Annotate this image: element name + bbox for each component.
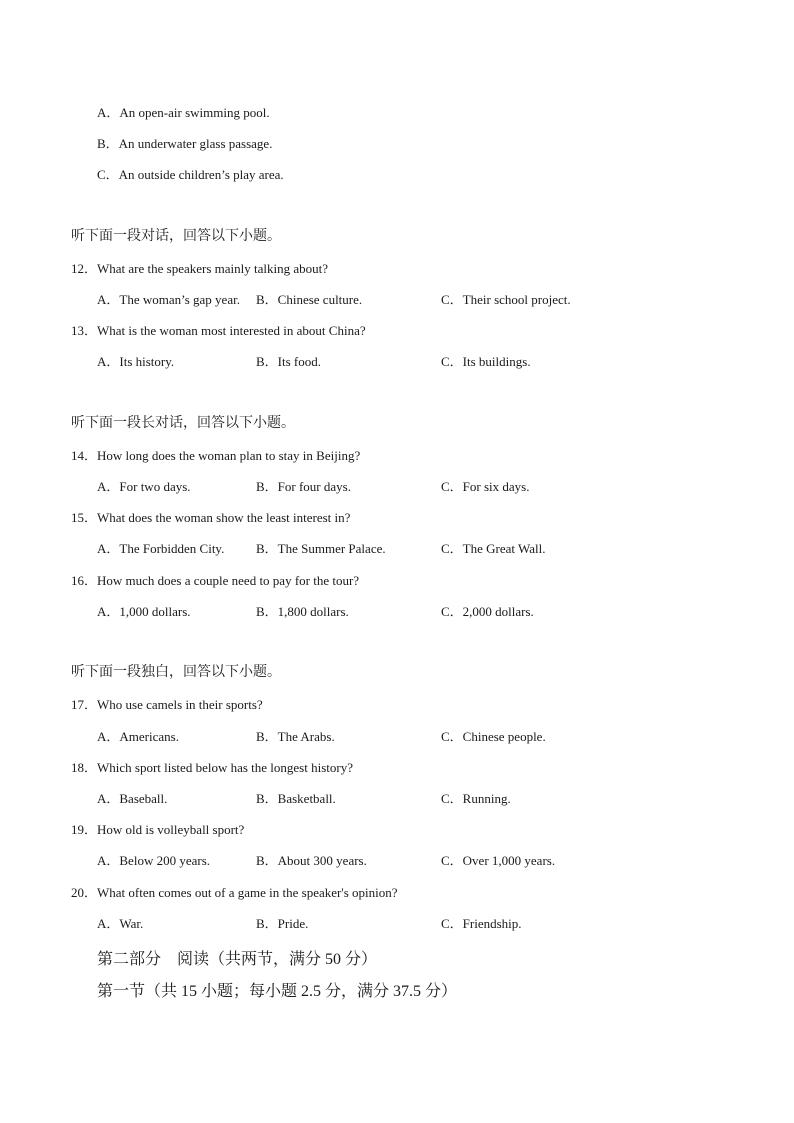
option-c: C．The Great Wall. <box>441 541 546 556</box>
part-subtitle: 第一节（共 15 小题；每小题 2.5 分，满分 37.5 分） <box>97 983 458 1000</box>
option-b: B．The Summer Palace. <box>256 541 386 556</box>
option-b: B．Its food. <box>256 354 322 369</box>
question-stem: 14．How long does the woman plan to stay in Beijing? <box>71 448 361 463</box>
option-c: C．An outside children’s play area. <box>97 167 284 182</box>
option-c: C．Chinese people. <box>441 729 546 744</box>
option-b: B．Pride. <box>256 916 309 931</box>
option-b: B．An underwater glass passage. <box>97 136 273 151</box>
question-stem: 16．How much does a couple need to pay for the tour? <box>71 573 360 588</box>
section-heading: 听下面一段长对话，回答以下小题。 <box>71 416 295 431</box>
question-stem: 13．What is the woman most interested in about China? <box>71 323 366 338</box>
option-a: A．Below 200 years. <box>97 853 211 868</box>
section-heading: 听下面一段对话，回答以下小题。 <box>71 229 281 244</box>
question-stem: 17．Who use camels in their sports? <box>71 697 263 712</box>
question-stem: 19．How old is volleyball sport? <box>71 822 245 837</box>
option-a: A．For two days. <box>97 479 191 494</box>
option-a: A．An open-air swimming pool. <box>97 105 270 120</box>
question-stem: 20．What often comes out of a game in the speaker's opinion? <box>71 885 398 900</box>
option-a: A．The Forbidden City. <box>97 541 225 556</box>
option-a: A．War. <box>97 916 144 931</box>
option-c: C．2,000 dollars. <box>441 604 534 619</box>
option-b: B．About 300 years. <box>256 853 367 868</box>
option-a: A．The woman’s gap year. <box>97 292 240 307</box>
option-b: B．The Arabs. <box>256 729 335 744</box>
question-stem: 18．Which sport listed below has the longest history? <box>71 760 353 775</box>
option-b: B．Basketball. <box>256 791 336 806</box>
section-heading: 听下面一段独白，回答以下小题。 <box>71 665 281 680</box>
option-a: A．1,000 dollars. <box>97 604 191 619</box>
option-c: C．Friendship. <box>441 916 522 931</box>
option-a: A．Its history. <box>97 354 175 369</box>
part-title: 第二部分 阅读（共两节，满分 50 分） <box>97 951 378 968</box>
option-c: C．Over 1,000 years. <box>441 853 556 868</box>
option-c: C．Their school project. <box>441 292 571 307</box>
option-a: A．Baseball. <box>97 791 168 806</box>
option-c: C．Its buildings. <box>441 354 531 369</box>
option-b: B．Chinese culture. <box>256 292 363 307</box>
option-b: B．For four days. <box>256 479 351 494</box>
question-stem: 12．What are the speakers mainly talking about? <box>71 261 329 276</box>
option-c: C．For six days. <box>441 479 530 494</box>
option-a: A．Americans. <box>97 729 179 744</box>
question-stem: 15．What does the woman show the least interest in? <box>71 510 351 525</box>
option-b: B．1,800 dollars. <box>256 604 349 619</box>
option-c: C．Running. <box>441 791 511 806</box>
